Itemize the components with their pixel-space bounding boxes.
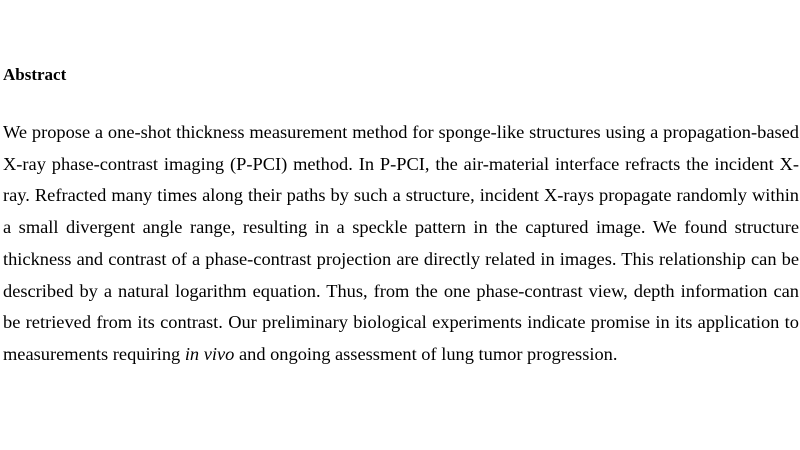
abstract-text-part-2: and ongoing assessment of lung tumor progression. xyxy=(234,343,618,364)
abstract-text-part-1: We propose a one-shot thickness measurement method for sponge-like structures using a propagation-based X-ray phase-contrast imaging (P-PCI) method. In P-PCI, the air-material interface refracts the incident X-ray. Refracted many times along their paths by such a structure, incident X-rays propagate randomly within a small divergent angle range, resulting in a speckle pattern in the captured image. We found structure thickness and contrast of a phase-contrast projection are directly related in images. This relationship can be described by a natural logarithm equation. Thus, from the one phase-contrast view, depth information can be retrieved from its contrast. Our preliminary biological experiments indicate promise in its application to measurements requiring xyxy=(3,122,799,364)
abstract-italic-term: in vivo xyxy=(184,343,235,364)
abstract-paragraph xyxy=(3,117,799,371)
section-heading: Abstract xyxy=(3,65,67,84)
